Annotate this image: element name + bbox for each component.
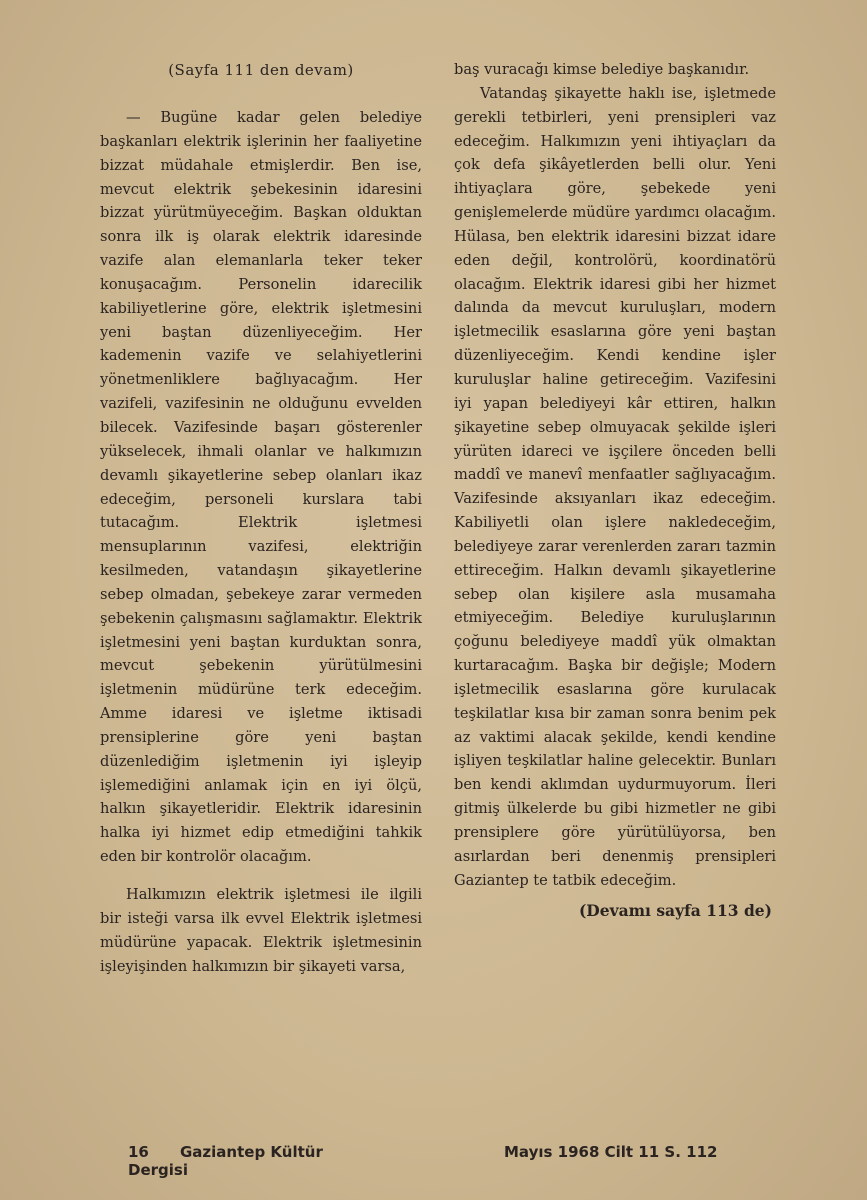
article-paragraph: Halkımızın elektrik işletmesi ile ilgili bir isteği varsa ilk evvel Elektrik işletmesi müdürüne yapacak. Elektrik işletmesinin işleyişinden halkımızın bir şikayeti varsa, [100, 886, 422, 975]
magazine-name: Gaziantep Kültür Dergisi [128, 1143, 323, 1179]
right-column [454, 58, 776, 920]
article-paragraph: baş vuracağı kimse belediye başkanıdır. [454, 61, 750, 78]
issue-info: Mayıs 1968 Cilt 11 S. 112 [504, 1143, 718, 1161]
article-paragraph: — Bugüne kadar gelen belediye başkanları elektrik işlerinin her faaliyetine bizzat müdahale etmişlerdir. Ben ise, mevcut elektrik şebekesinin idaresini bizzat yürütmüyeceğim. Başkan olduktan sonra ilk iş olarak elektrik idaresinde vazife alan elemanlarla teker teker konuşacağım. Personelin idarecilik kabiliyetlerine göre, elektrik işletmesini yeni baştan düzenliyeceğim. Her kademenin vazife ve selahiyetlerini yönetmenliklere bağlıyacağım. Her vazifeli, vazifesinin ne olduğunu evvelden bilecek. Vazifesinde başarı gösterenler yükselecek, ihmali olanlar ve halkımızın devamlı şikayetlerine sebep olanları ikaz edeceğim, personeli kurslara tabi tutacağım. Elektrik işletmesi mensuplarının vazifesi, elektriğin kesilmeden, vatandaşın şikayetlerine sebep olmadan, şebekeye zarar vermeden şebekenin çalışmasını sağlamaktır. Elektrik işletmesini yeni baştan kurduktan sonra, mevcut şebekenin yürütülmesini işletmenin müdürüne terk edeceğim. Amme idaresi ve işletme iktisadi prensiplerine göre yeni baştan düzenlediğim işletmenin iyi işleyip işlemediğini anlamak için en iyi ölçü, halkın şikayetleridir. Elektrik idaresinin halka iyi hizmet edip etmediğini tahkik eden bir kontrolör olacağım. [100, 109, 422, 866]
footer-left [128, 1143, 388, 1179]
article-paragraph: Vatandaş şikayette haklı ise, işletmede gerekli tetbirleri, yeni prensipleri vaz edeceğim. Halkımızın yeni ihtiyaçları da çok defa şikâyetlerden belli olur. Yeni ihtiyaçlara göre, şebekede yeni genişlemelerde müdüre yardımcı olacağım. Hülasa, ben elektrik idaresini bizzat idare eden değil, kontrolörü, koordinatörü olacağım. Elektrik idaresi gibi her hizmet dalında da mevcut kuruluşları, modern işletmecilik esaslarına göre yeni baştan düzenliyeceğim. Kendi kendine işler kuruluşlar haline getireceğim. Vazifesini iyi yapan belediyeyi kâr ettiren, halkın şikayetine sebep olmuyacak şekilde işleri yürüten idareci ve işçilere önceden belli maddî ve manevî menfaatler sağlıyacağım. Vazifesinde aksıyanları ikaz edeceğim. Kabiliyetli olan işlere nakledeceğim, belediyeye zarar verenlerden zararı tazmin ettireceğim. Halkın devamlı şikayetlerine sebep olan kişilere asla musamaha etmiyeceğim. Belediye kuruluşlarının çoğunu belediyeye maddî yük olmaktan kurtaracağım. Başka bir değişle; Modern işletmecilik esaslarına göre kurulacak teşkilatlar kısa bir zaman sonra benim pek az vaktimi alacak şekilde, kendi kendine işliyen teşkilatlar haline gelecektir. Bunları ben kendi aklımdan uydurmuyorum. İleri gitmiş ülkelerde bu gibi hizmetler ne gibi prensiplere göre yürütülüyorsa, ben asırlardan beri denenmiş prensipleri Gaziantep te tatbik edeceğim. [454, 84, 776, 889]
page-number: 16 [128, 1143, 149, 1161]
continued-on-note: (Devamı sayfa 113 de) [578, 900, 772, 920]
left-column [100, 58, 422, 978]
continued-from-header: (Sayfa 111 den devam) [168, 61, 354, 79]
footer-right [504, 1143, 764, 1161]
